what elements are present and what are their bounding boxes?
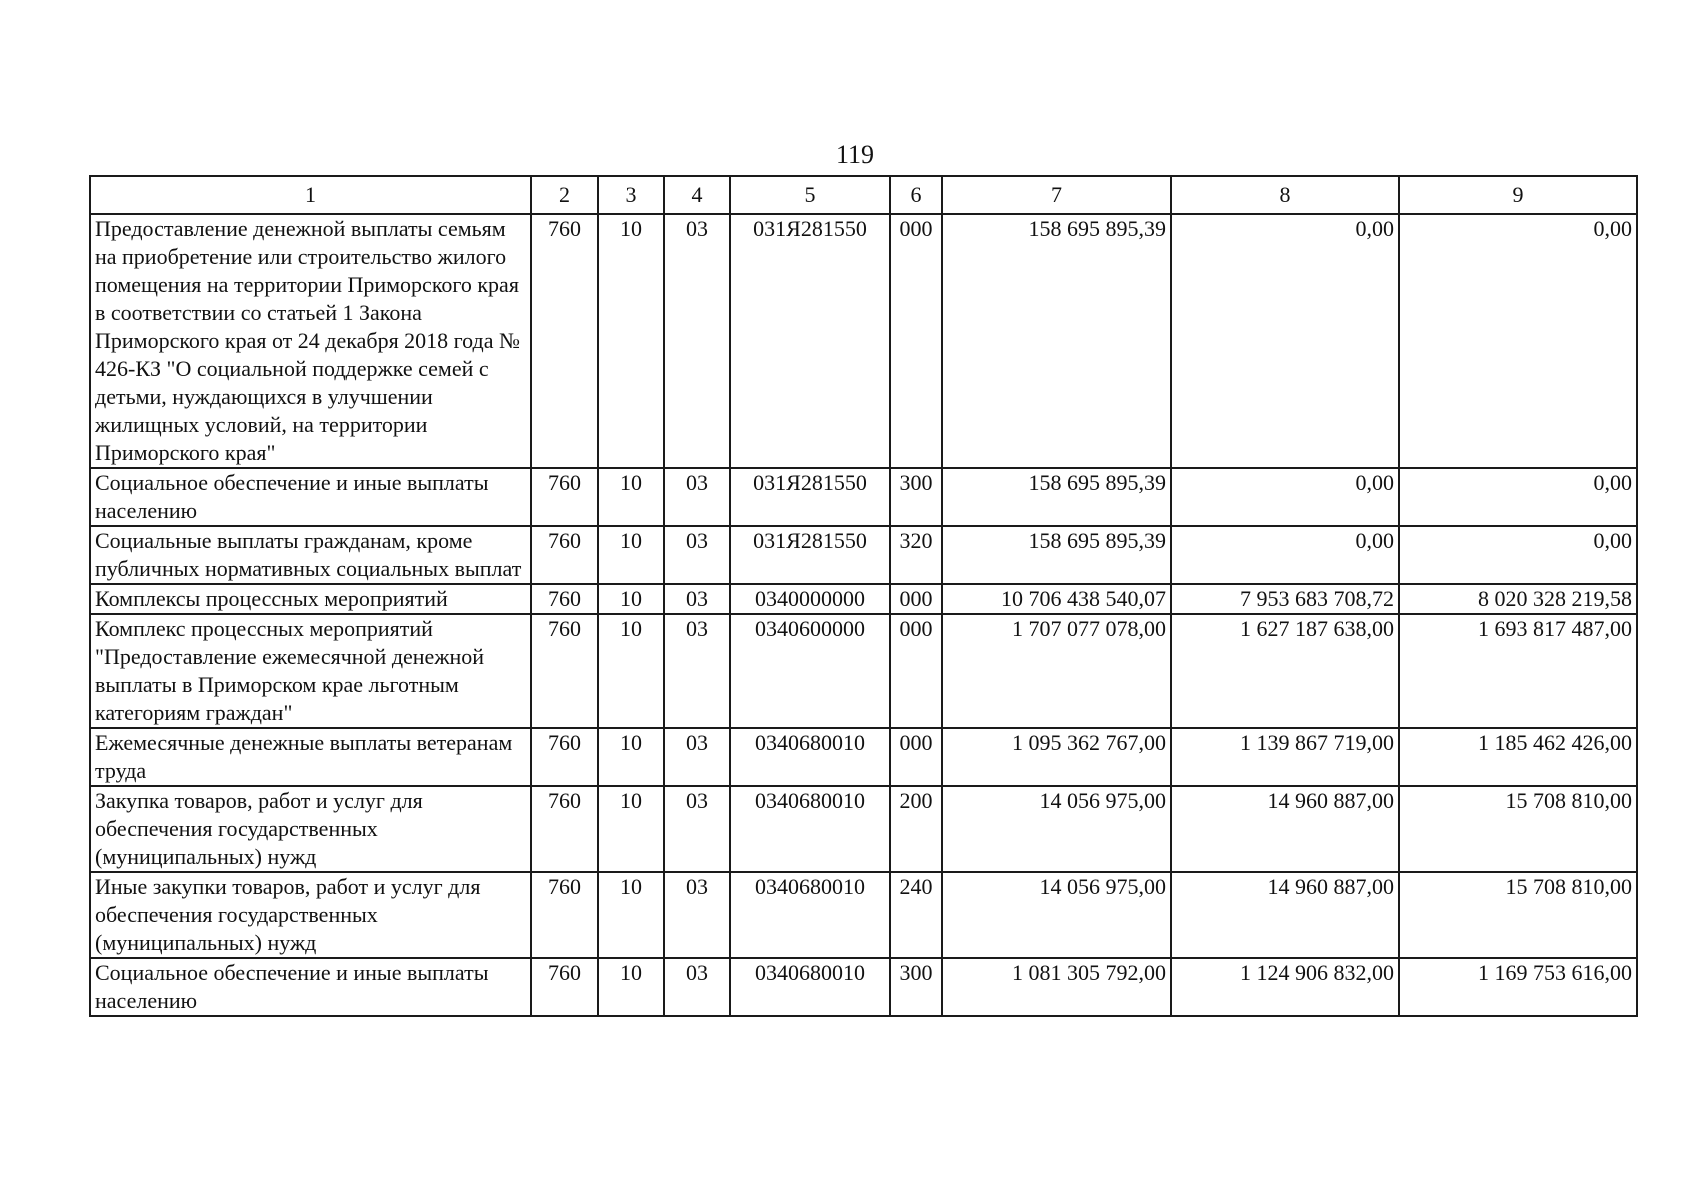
admin-code: 760 [531,958,598,1016]
section-code: 10 [598,872,664,958]
expense-type-code: 320 [890,526,942,584]
column-header: 2 [531,176,598,214]
expense-type-code: 000 [890,214,942,468]
amount-col9: 1 185 462 426,00 [1399,728,1637,786]
amount-col9: 1 693 817 487,00 [1399,614,1637,728]
amount-col8: 14 960 887,00 [1171,872,1399,958]
amount-col7: 158 695 895,39 [942,214,1171,468]
amount-col8: 1 124 906 832,00 [1171,958,1399,1016]
target-article-code: 0340000000 [730,584,890,614]
row-name: Ежемесячные денежные выплаты ветеранам труда [90,728,531,786]
row-name: Иные закупки товаров, работ и услуг для обеспечения государственных (муниципальных) нужд [90,872,531,958]
amount-col7: 158 695 895,39 [942,526,1171,584]
target-article-code: 0340680010 [730,872,890,958]
column-header: 9 [1399,176,1637,214]
row-name: Предоставление денежной выплаты семьям на приобретение или строительство жилого помещения на территории Приморского края в соответствии со статьей 1 Закона Приморского края от 24 декабря 2018 года № 426-КЗ "О социальной поддержке семей с детьми, нуждающихся в улучшении жилищных условий, на территории Приморского края" [90,214,531,468]
target-article-code: 031Я281550 [730,214,890,468]
admin-code: 760 [531,584,598,614]
column-header: 1 [90,176,531,214]
row-name: Закупка товаров, работ и услуг для обеспечения государственных (муниципальных) нужд [90,786,531,872]
subsection-code: 03 [664,958,730,1016]
section-code: 10 [598,584,664,614]
table-row [90,786,1637,872]
expense-type-code: 000 [890,728,942,786]
row-name: Комплексы процессных мероприятий [90,584,531,614]
target-article-code: 0340680010 [730,958,890,1016]
amount-col7: 10 706 438 540,07 [942,584,1171,614]
amount-col8: 1 139 867 719,00 [1171,728,1399,786]
amount-col7: 1 707 077 078,00 [942,614,1171,728]
page-number: 119 [835,140,875,169]
target-article-code: 031Я281550 [730,468,890,526]
section-code: 10 [598,214,664,468]
budget-table [89,175,1638,1017]
subsection-code: 03 [664,614,730,728]
table-row [90,468,1637,526]
table-row [90,614,1637,728]
table-row [90,872,1637,958]
section-code: 10 [598,958,664,1016]
target-article-code: 0340680010 [730,786,890,872]
table-row [90,526,1637,584]
admin-code: 760 [531,526,598,584]
column-header: 7 [942,176,1171,214]
expense-type-code: 300 [890,958,942,1016]
column-header: 4 [664,176,730,214]
table-row [90,214,1637,468]
amount-col9: 0,00 [1399,526,1637,584]
amount-col9: 0,00 [1399,214,1637,468]
table-row [90,584,1637,614]
admin-code: 760 [531,728,598,786]
admin-code: 760 [531,872,598,958]
admin-code: 760 [531,468,598,526]
amount-col8: 14 960 887,00 [1171,786,1399,872]
amount-col7: 14 056 975,00 [942,786,1171,872]
row-name: Социальные выплаты гражданам, кроме публичных нормативных социальных выплат [90,526,531,584]
expense-type-code: 200 [890,786,942,872]
amount-col9: 15 708 810,00 [1399,786,1637,872]
expense-type-code: 000 [890,584,942,614]
amount-col8: 7 953 683 708,72 [1171,584,1399,614]
subsection-code: 03 [664,872,730,958]
expense-type-code: 000 [890,614,942,728]
row-name: Социальное обеспечение и иные выплаты населению [90,468,531,526]
table-row [90,728,1637,786]
subsection-code: 03 [664,468,730,526]
subsection-code: 03 [664,584,730,614]
expense-type-code: 300 [890,468,942,526]
amount-col8: 1 627 187 638,00 [1171,614,1399,728]
column-header: 8 [1171,176,1399,214]
row-name: Комплекс процессных мероприятий "Предоставление ежемесячной денежной выплаты в Приморском крае льготным категориям граждан" [90,614,531,728]
target-article-code: 031Я281550 [730,526,890,584]
column-header: 3 [598,176,664,214]
subsection-code: 03 [664,526,730,584]
subsection-code: 03 [664,786,730,872]
target-article-code: 0340680010 [730,728,890,786]
amount-col7: 1 081 305 792,00 [942,958,1171,1016]
table-row [90,958,1637,1016]
admin-code: 760 [531,786,598,872]
section-code: 10 [598,526,664,584]
admin-code: 760 [531,614,598,728]
amount-col9: 15 708 810,00 [1399,872,1637,958]
header-row [90,176,1637,214]
amount-col8: 0,00 [1171,468,1399,526]
amount-col9: 8 020 328 219,58 [1399,584,1637,614]
column-header: 6 [890,176,942,214]
amount-col7: 158 695 895,39 [942,468,1171,526]
section-code: 10 [598,468,664,526]
amount-col8: 0,00 [1171,214,1399,468]
amount-col9: 0,00 [1399,468,1637,526]
expense-type-code: 240 [890,872,942,958]
admin-code: 760 [531,214,598,468]
target-article-code: 0340600000 [730,614,890,728]
column-header: 5 [730,176,890,214]
amount-col7: 14 056 975,00 [942,872,1171,958]
amount-col9: 1 169 753 616,00 [1399,958,1637,1016]
subsection-code: 03 [664,214,730,468]
amount-col7: 1 095 362 767,00 [942,728,1171,786]
amount-col8: 0,00 [1171,526,1399,584]
section-code: 10 [598,786,664,872]
section-code: 10 [598,614,664,728]
section-code: 10 [598,728,664,786]
subsection-code: 03 [664,728,730,786]
row-name: Социальное обеспечение и иные выплаты населению [90,958,531,1016]
